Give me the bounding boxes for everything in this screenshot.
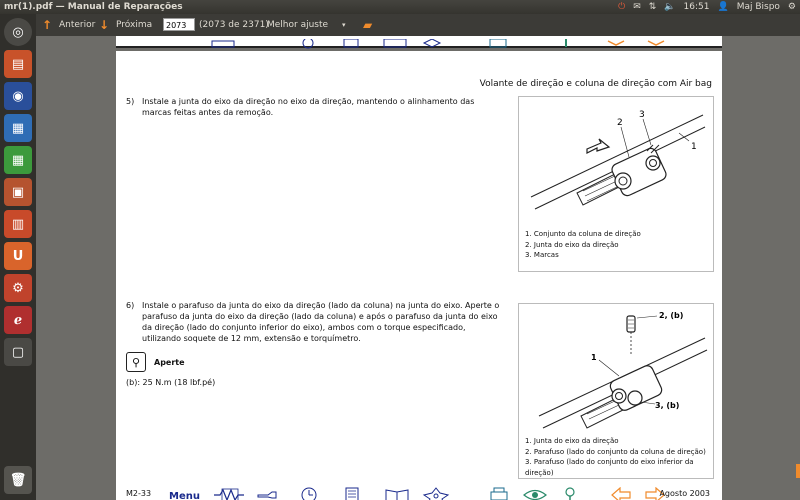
prev-button[interactable]: Anterior [59, 20, 96, 30]
previous-page-footer-icons [116, 39, 722, 51]
settings-icon[interactable]: ⚙ [4, 274, 32, 302]
fig2-label-3: 3, (b) [655, 401, 680, 410]
user-name[interactable]: Maj Bispo [736, 2, 780, 12]
writer-icon[interactable]: ▦ [4, 114, 32, 142]
fig2-label-1: 1 [591, 353, 597, 362]
folder-icon[interactable]: ▰ [363, 18, 373, 32]
component-icon[interactable] [422, 487, 450, 500]
previous-page-bottom [116, 36, 722, 48]
tighten-label: Aperte [154, 357, 185, 367]
torque-spec: (b): 25 N.m (18 lbf.pé) [126, 378, 216, 387]
zoom-select[interactable]: Melhor ajuste [267, 20, 329, 30]
revision-date: Agosto 2003 [659, 489, 710, 498]
steering-joint-illustration [519, 97, 713, 225]
pdf-page [116, 51, 722, 500]
network-icon[interactable]: ⇅ [648, 2, 657, 12]
figure-2 [518, 303, 714, 479]
launcher [0, 14, 36, 500]
figure-2-legend [519, 436, 713, 482]
trash-icon[interactable]: 🗑 [4, 466, 32, 494]
step-number: 6) [126, 301, 135, 310]
torque-wrench-icon: ⚲ [126, 352, 146, 372]
step-text: Instale o parafuso da junta do eixo da direção (lado da coluna) na junta do eixo. Aperte o parafuso da junta do eixo da direção (lado da coluna) e após o parafuso da junta do eixo da direção (lado do conjunto inferior do eixo), ambos com o torque especificado, utilizando soquete de 12 mm, extensão e torquímetro. [142, 301, 500, 343]
page-count: (2073 de 2371) [199, 20, 269, 30]
legend-item: 2. Parafuso (lado do conjunto da coluna de direção) [525, 447, 706, 456]
legend-item: 3. Parafuso (lado do conjunto do eixo inferior da direção) [525, 458, 694, 477]
system-tray [618, 0, 796, 14]
legend-item: 1. Conjunto da coluna de direção [525, 230, 641, 238]
documents-icon[interactable] [342, 487, 364, 500]
figure-1 [518, 96, 714, 272]
section-title: Volante de direção e coluna de direção com Air bag [479, 79, 712, 89]
files-icon[interactable]: ▤ [4, 50, 32, 78]
user-icon: 👤 [717, 2, 729, 12]
page-number-input[interactable]: 2073 [163, 18, 195, 31]
bolt-installation-illustration [519, 304, 713, 432]
wiring-diagram-icon[interactable] [212, 487, 246, 500]
power-icon[interactable]: ⏻ [618, 2, 626, 12]
scrollbar-indicator[interactable] [796, 464, 800, 478]
pdf-viewer-icon[interactable]: ℯ [4, 306, 32, 334]
window-titlebar [0, 0, 800, 14]
step-6 [126, 300, 506, 344]
menu-link[interactable]: Menu [169, 491, 200, 500]
fig1-label-1: 1 [691, 142, 697, 152]
pointing-hand-icon[interactable] [256, 487, 278, 500]
fig1-label-3: 3 [639, 110, 645, 120]
arrow-left-icon[interactable] [610, 487, 632, 500]
software-center-icon[interactable]: ▥ [4, 210, 32, 238]
step-5 [126, 96, 506, 118]
fig2-label-2: 2, (b) [659, 311, 684, 320]
dash-icon[interactable]: ◎ [4, 18, 32, 46]
legend-item: 2. Junta do eixo da direção [525, 240, 619, 249]
clock[interactable]: 16:51 [683, 2, 710, 12]
eye-icon[interactable] [522, 487, 548, 500]
viewer-toolbar [36, 14, 800, 36]
tighten-note [126, 352, 185, 372]
chevron-down-icon[interactable]: ▾ [342, 21, 346, 29]
page-code: M2-33 [126, 489, 152, 498]
mail-icon[interactable]: ✉ [633, 2, 641, 12]
page-footer [116, 483, 722, 500]
firefox-icon[interactable]: ◉ [4, 82, 32, 110]
arrow-down-icon[interactable]: ↓ [99, 18, 110, 32]
step-text: Instale a junta do eixo da direção no eixo da direção, mantendo o alinhamento das marcas feitas antes da remoção. [142, 97, 475, 117]
step-number: 5) [126, 97, 135, 106]
clock-icon[interactable] [298, 487, 320, 500]
volume-icon[interactable]: 🔈 [664, 2, 676, 12]
calc-icon[interactable]: ▦ [4, 146, 32, 174]
impress-icon[interactable]: ▣ [4, 178, 32, 206]
legend-item: 1. Junta do eixo da direção [525, 437, 619, 445]
next-button[interactable]: Próxima [116, 20, 153, 30]
book-icon[interactable] [384, 487, 412, 500]
figure-1-legend [519, 229, 713, 265]
gear-icon[interactable]: ⚙ [787, 2, 796, 12]
arrow-up-icon[interactable]: ↑ [42, 18, 53, 32]
ubuntu-one-icon[interactable]: U [4, 242, 32, 270]
key-icon[interactable] [562, 487, 584, 500]
fig1-label-2: 2 [617, 118, 623, 128]
window-title: mr(1).pdf — Manual de Reparações [4, 2, 183, 12]
workspace-icon[interactable]: ▢ [4, 338, 32, 366]
document-area[interactable] [36, 36, 800, 500]
legend-item: 3. Marcas [525, 251, 559, 259]
printer-icon[interactable] [488, 487, 510, 500]
